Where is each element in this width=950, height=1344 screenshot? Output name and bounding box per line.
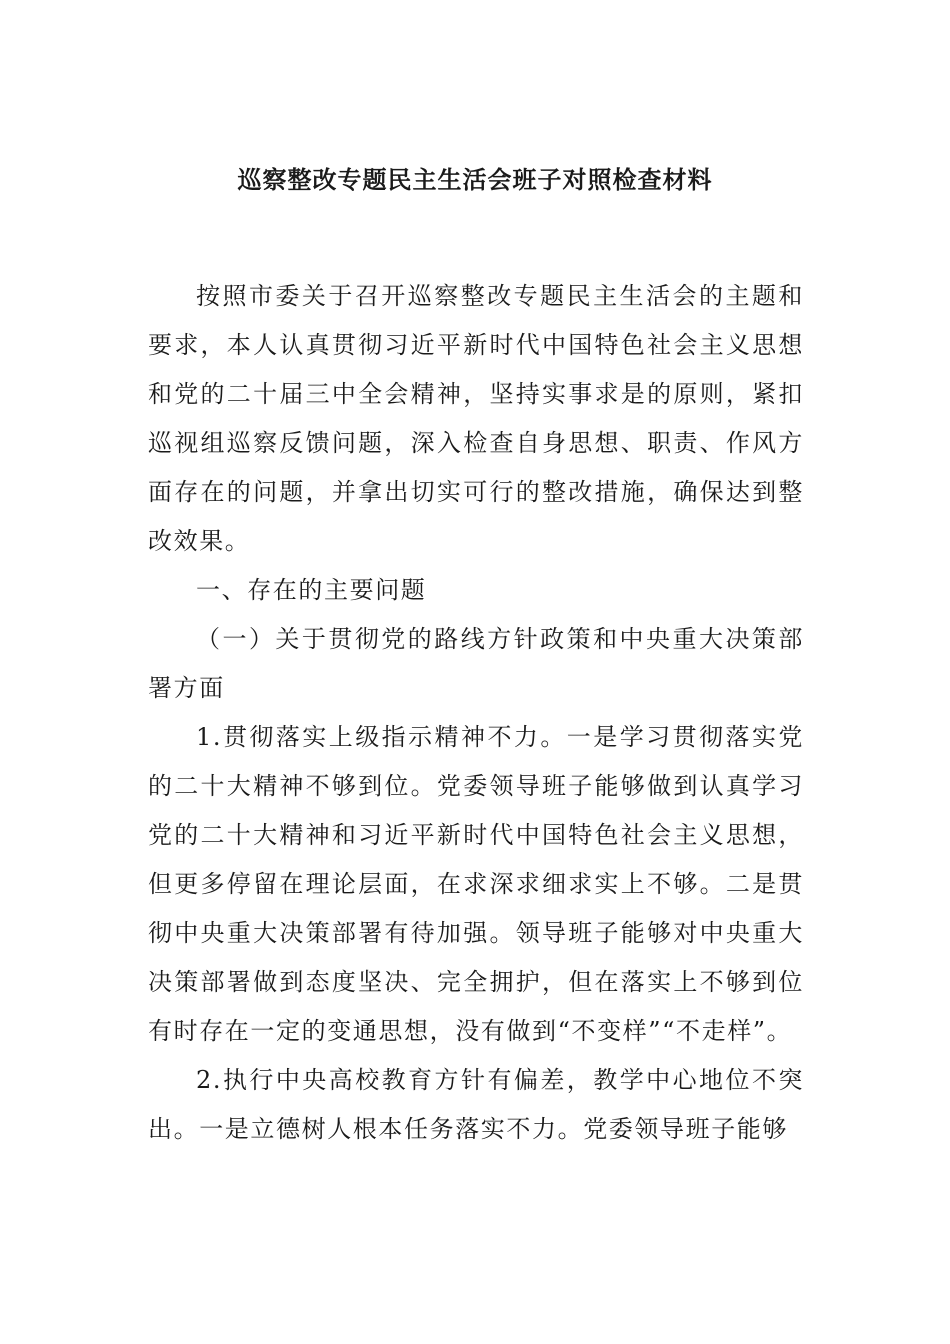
section-heading-1: 一、存在的主要问题 bbox=[196, 576, 427, 604]
document-title: 巡察整改专题民主生活会班子对照检查材料 bbox=[237, 165, 713, 194]
document-body bbox=[148, 272, 804, 1154]
intro-paragraph: 按照市委关于召开巡察整改专题民主生活会的主题和要求，本人认真贯彻习近平新时代中国特色社会主义思想和党的二十届三中全会精神，坚持实事求是的原则，紧扣巡视组巡察反馈问题，深入检查自身思想、职责、作风方面存在的问题，并拿出切实可行的整改措施，确保达到整改效果。 bbox=[148, 282, 804, 555]
item-paragraph-1: 1.贯彻落实上级指示精神不力。一是学习贯彻落实党的二十大精神不够到位。党委领导班子能够做到认真学习党的二十大精神和习近平新时代中国特色社会主义思想，但更多停留在理论层面，在求深求细求实上不够。二是贯彻中央重大决策部署有待加强。领导班子能够对中央重大决策部署做到态度坚决、完全拥护，但在落实上不够到位有时存在一定的变通思想，没有做到“不变样”“不走样”。 bbox=[148, 723, 804, 1045]
subsection-heading-1: （一）关于贯彻党的路线方针政策和中央重大决策部署方面 bbox=[148, 625, 804, 702]
item-paragraph-2: 2.执行中央高校教育方针有偏差，教学中心地位不突出。一是立德树人根本任务落实不力。党委领导班子能够 bbox=[148, 1066, 804, 1143]
